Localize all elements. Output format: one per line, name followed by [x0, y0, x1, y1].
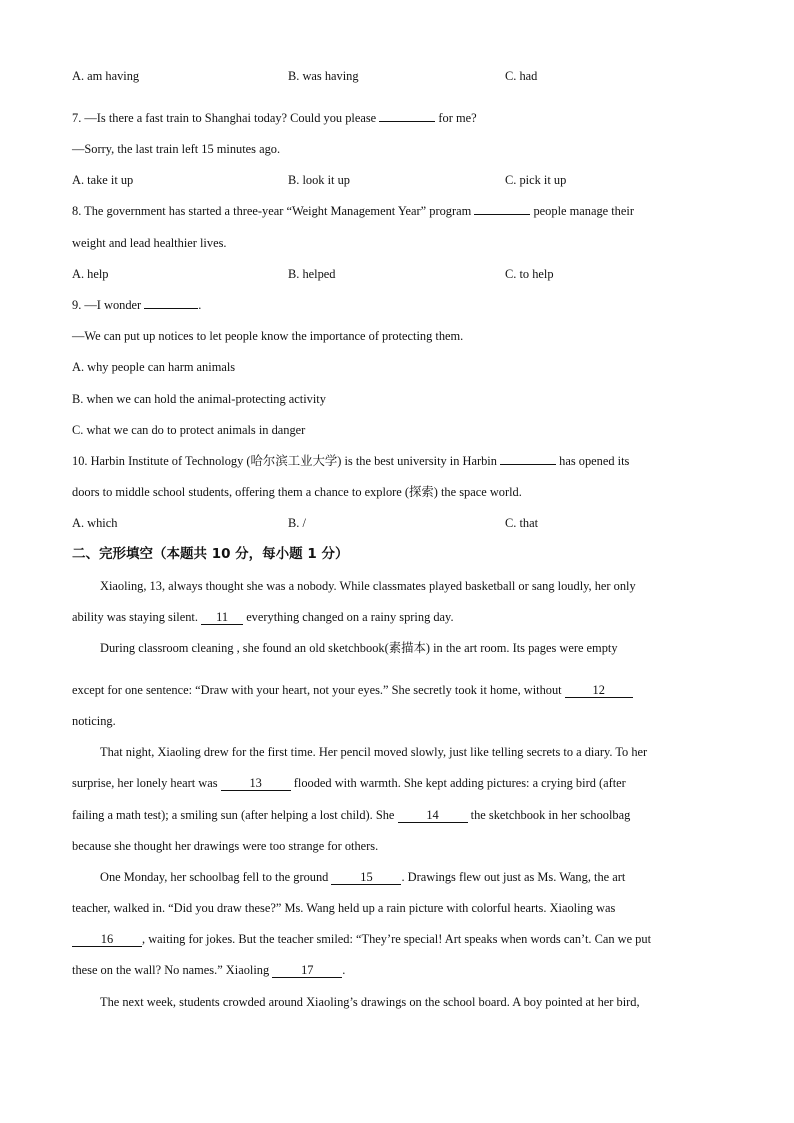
blank-17: 17	[272, 964, 342, 978]
q8-option-b: B. helped	[288, 267, 336, 281]
section-heading: 二、完形填空（本题共 10 分，每小题 1 分）	[72, 546, 349, 562]
passage-p3-line1: That night, Xiaoling drew for the first time. Her pencil moved slowly, just like telling secrets to a diary. To her	[100, 745, 648, 759]
passage-text: except for one sentence: “Draw with your heart, not your eyes.” She secretly took it home, without	[72, 683, 562, 697]
q6-option-c: C. had	[505, 69, 538, 83]
q9-reply: —We can put up notices to let people know the importance of protecting them.	[72, 329, 464, 343]
q9-option-a: A. why people can harm animals	[72, 360, 236, 374]
q10-options	[72, 515, 732, 531]
q6-options	[72, 68, 732, 84]
passage-p4-line4	[72, 962, 345, 978]
passage-text: failing a math test); a smiling sun (after helping a lost child). She	[72, 808, 395, 822]
q8-option-c: C. to help	[505, 267, 554, 281]
passage-text: surprise, her lonely heart was	[72, 776, 218, 790]
q8-stem	[72, 203, 634, 219]
passage-p3-line2	[72, 775, 626, 791]
passage-text: .	[342, 963, 346, 977]
q6-option-a: A. am having	[72, 69, 140, 83]
passage-p2-line3: noticing.	[72, 714, 116, 728]
passage-p5-line1: The next week, students crowded around Xiaoling’s drawings on the school board. A boy pointed at her bird,	[100, 995, 640, 1009]
q10-stem-line2: doors to middle school students, offering them a chance to explore (探索) the space world.	[72, 485, 522, 499]
passage-p3-line3	[72, 807, 630, 823]
q9-blank	[144, 297, 198, 309]
passage-p2-line1: During classroom cleaning , she found an old sketchbook(素描本) in the art room. Its pages were empty	[100, 641, 618, 655]
q7-stem-text-b: for me?	[438, 111, 477, 125]
q10-blank	[500, 453, 556, 465]
q8-option-a: A. help	[72, 267, 109, 281]
passage-p4-line1	[100, 869, 625, 885]
q9-option-c: C. what we can do to protect animals in danger	[72, 423, 306, 437]
q10-stem-text-b: has opened its	[559, 454, 630, 468]
q8-options	[72, 266, 732, 282]
q8-stem-line2: weight and lead healthier lives.	[72, 236, 227, 250]
passage-p2-line2	[72, 682, 633, 698]
blank-11: 11	[201, 611, 243, 625]
blank-14: 14	[398, 809, 468, 823]
passage-text: ability was staying silent.	[72, 610, 198, 624]
q9-stem-text-b: .	[198, 298, 202, 312]
q7-options	[72, 172, 732, 188]
q7-stem-text-a: 7. —Is there a fast train to Shanghai today? Could you please	[72, 111, 377, 125]
passage-text: everything changed on a rainy spring day.	[246, 610, 454, 624]
passage-p4-line2: teacher, walked in. “Did you draw these?” Ms. Wang held up a rain picture with colorful hearts. Xiaoling was	[72, 901, 616, 915]
passage-text: One Monday, her schoolbag fell to the ground	[100, 870, 329, 884]
q8-stem-text-a: 8. The government has started a three-year “Weight Management Year” program	[72, 204, 472, 218]
passage-text: . Drawings flew out just as Ms. Wang, the art	[401, 870, 626, 884]
q7-blank	[379, 110, 435, 122]
passage-text: flooded with warmth. She kept adding pictures: a crying bird (after	[293, 776, 626, 790]
blank-13: 13	[221, 777, 291, 791]
passage-p1-line1: Xiaoling, 13, always thought she was a nobody. While classmates played basketball or sang loudly, her only	[100, 579, 636, 593]
q7-reply: —Sorry, the last train left 15 minutes ago.	[72, 142, 281, 156]
blank-16: 16	[72, 933, 142, 947]
passage-text: , waiting for jokes. But the teacher smiled: “They’re special! Art speaks when words can’t. Can we put	[142, 932, 652, 946]
q7-option-c: C. pick it up	[505, 173, 567, 187]
blank-15: 15	[331, 871, 401, 885]
passage-text: these on the wall? No names.” Xiaoling	[72, 963, 270, 977]
blank-12: 12	[565, 684, 633, 698]
passage-p1-line2	[72, 609, 454, 625]
q6-option-b: B. was having	[288, 69, 359, 83]
q9-stem-text-a: 9. —I wonder	[72, 298, 142, 312]
q10-stem-text-a: 10. Harbin Institute of Technology (哈尔滨工业大学) is the best university in Harbin	[72, 454, 497, 468]
passage-p3-line4: because she thought her drawings were too strange for others.	[72, 839, 379, 853]
q10-stem	[72, 453, 629, 469]
q7-option-b: B. look it up	[288, 173, 350, 187]
q9-option-b: B. when we can hold the animal-protecting activity	[72, 392, 326, 406]
q10-option-c: C. that	[505, 516, 539, 530]
q7-stem	[72, 110, 477, 126]
q10-option-b: B. /	[288, 516, 306, 530]
passage-text: the sketchbook in her schoolbag	[470, 808, 631, 822]
q8-stem-text-b: people manage their	[533, 204, 634, 218]
q7-option-a: A. take it up	[72, 173, 134, 187]
q8-blank	[474, 203, 530, 215]
passage-p4-line3	[72, 931, 651, 947]
q10-option-a: A. which	[72, 516, 118, 530]
q9-stem	[72, 297, 201, 313]
